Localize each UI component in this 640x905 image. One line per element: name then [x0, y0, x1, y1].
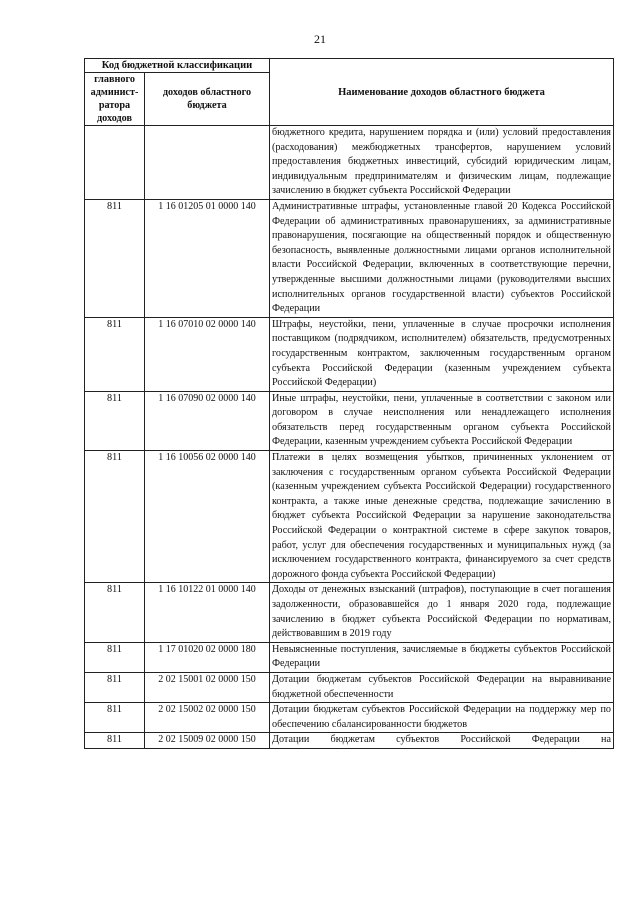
admin-code-cell: 811	[85, 703, 145, 733]
table-row	[85, 642, 614, 672]
admin-code-cell	[85, 126, 145, 200]
budget-classification-table	[84, 58, 614, 749]
revenue-name-cell: Платежи в целях возмещения убытков, причиненных уклонением от заключения с государственным органом субъекта Российской Федерации (казенным учреждением субъекта Российской Федерации) государственного контракта, а также иные денежные средства, подлежащие зачислению в бюджет субъекта Российской Федерации за нарушение законодательства Российской Федерации о контрактной системе в сфере закупок товаров, работ, услуг для обеспечения государственных и муниципальных нужд (за исключением государственного контракта, финансируемого за счет средств дорожного фонда субъекта Российской Федерации)	[270, 451, 614, 583]
revenue-name-cell: Дотации бюджетам субъектов Российской Федерации на	[270, 733, 614, 749]
table-row	[85, 451, 614, 583]
admin-code-cell: 811	[85, 317, 145, 391]
header-group-budget-code: Код бюджетной классификации	[85, 59, 270, 73]
revenue-name-cell: Дотации бюджетам субъектов Российской Федерации на выравнивание бюджетной обеспеченности	[270, 672, 614, 702]
revenue-code-cell: 1 16 01205 01 0000 140	[145, 199, 270, 317]
admin-code-cell: 811	[85, 199, 145, 317]
revenue-code-cell: 1 16 10056 02 0000 140	[145, 451, 270, 583]
admin-code-cell: 811	[85, 451, 145, 583]
table-row	[85, 391, 614, 450]
revenue-name-cell: Невыясненные поступления, зачисляемые в бюджеты субъектов Российской Федерации	[270, 642, 614, 672]
revenue-code-cell: 2 02 15009 02 0000 150	[145, 733, 270, 749]
revenue-name-cell: Административные штрафы, установленные главой 20 Кодекса Российской Федерации об административных правонарушениях, за административные правонарушения, посягающие на общественный порядок и общественную безопасность, выявленные должностными лицами органов исполнительной власти Российской Федерации, включенных в соответствующие перечни, утвержденные высшими должностными лицами (руководителями высших исполнительных органов государственной власти) субъектов Российской Федерации	[270, 199, 614, 317]
page-number: 21	[314, 32, 326, 46]
header-chief-administrator: главного админист-ратора доходов	[85, 73, 145, 126]
revenue-name-cell: Штрафы, неустойки, пени, уплаченные в случае просрочки исполнения поставщиком (подрядчиком, исполнителем) обязательств, предусмотренных государственным контрактом, заключенным государственным органом субъекта Российской Федерации (казенным учреждением субъекта Российской Федерации)	[270, 317, 614, 391]
revenue-name-cell: Доходы от денежных взысканий (штрафов), поступающие в счет погашения задолженности, образовавшейся до 1 января 2020 года, подлежащие зачислению в бюджет субъекта Российской Федерации по нормативам, действовавшим в 2019 году	[270, 583, 614, 642]
revenue-name-cell: Дотации бюджетам субъектов Российской Федерации на поддержку мер по обеспечению сбалансированности бюджетов	[270, 703, 614, 733]
revenue-code-cell: 2 02 15002 02 0000 150	[145, 703, 270, 733]
revenue-code-cell: 2 02 15001 02 0000 150	[145, 672, 270, 702]
admin-code-cell: 811	[85, 642, 145, 672]
revenue-code-cell: 1 16 07090 02 0000 140	[145, 391, 270, 450]
revenue-name-cell: бюджетного кредита, нарушением порядка и (или) условий предоставления (расходования) межбюджетных трансфертов, нарушением условий предоставления бюджетных инвестиций, субсидий юридическим лицам, индивидуальным предпринимателям и физическим лицам, подлежащие зачислению в бюджет субъекта Российской Федерации	[270, 126, 614, 200]
revenue-code-cell: 1 16 10122 01 0000 140	[145, 583, 270, 642]
table-row	[85, 126, 614, 200]
header-revenue-name: Наименование доходов областного бюджета	[270, 59, 614, 126]
revenue-code-cell: 1 16 07010 02 0000 140	[145, 317, 270, 391]
header-regional-revenue: доходов областного бюджета	[145, 73, 270, 126]
table-row	[85, 317, 614, 391]
admin-code-cell: 811	[85, 391, 145, 450]
admin-code-cell: 811	[85, 583, 145, 642]
revenue-code-cell	[145, 126, 270, 200]
admin-code-cell: 811	[85, 733, 145, 749]
table-row	[85, 583, 614, 642]
admin-code-cell: 811	[85, 672, 145, 702]
table-row	[85, 733, 614, 749]
table-row	[85, 672, 614, 702]
revenue-name-cell: Иные штрафы, неустойки, пени, уплаченные в соответствии с законом или договором в случае неисполнения или ненадлежащего исполнения обязательств перед государственным органом субъекта Российской Федерации, казенным учреждением субъекта Российской Федерации	[270, 391, 614, 450]
table-row	[85, 199, 614, 317]
revenue-code-cell: 1 17 01020 02 0000 180	[145, 642, 270, 672]
table-row	[85, 703, 614, 733]
